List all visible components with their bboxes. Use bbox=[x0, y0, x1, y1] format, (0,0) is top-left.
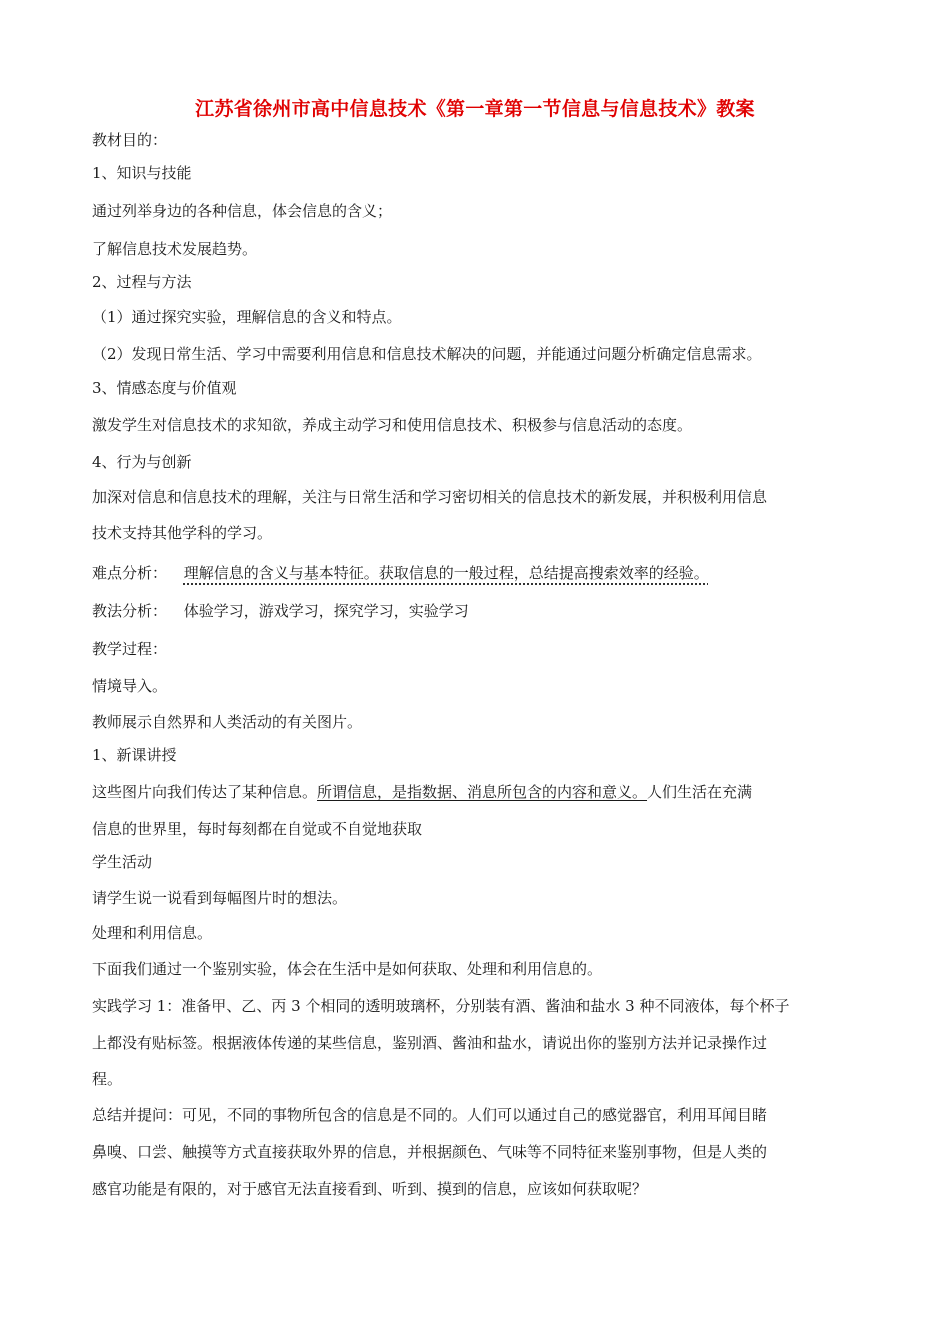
section-new-lesson: 1、新课讲授 bbox=[92, 746, 177, 764]
section-knowledge-skills: 1、知识与技能 bbox=[92, 164, 192, 182]
paragraph: 信息的世界里，每时每刻都在自觉或不自觉地获取 bbox=[92, 820, 423, 838]
paragraph: 下面我们通过一个鉴别实验，体会在生活中是如何获取、处理和利用信息的。 bbox=[92, 960, 603, 978]
objectives-heading: 教材目的： bbox=[92, 131, 168, 149]
paragraph: 总结并提问：可见，不同的事物所包含的信息是不同的。人们可以通过自己的感觉器官，利用耳闻目睹 bbox=[92, 1106, 768, 1124]
paragraph: 激发学生对信息技术的求知欲，养成主动学习和使用信息技术、积极参与信息活动的态度。 bbox=[92, 416, 693, 434]
section-process-method: 2、过程与方法 bbox=[92, 273, 192, 291]
definition-paragraph bbox=[92, 781, 752, 803]
paragraph: 鼻嗅、口尝、触摸等方式直接获取外界的信息，并根据颜色、气味等不同特征来鉴别事物，但是人类的 bbox=[92, 1143, 768, 1161]
information-definition: 所谓信息，是指数据、消息所包含的内容和意义。 bbox=[317, 783, 648, 801]
method-label: 教法分析： bbox=[92, 602, 168, 620]
paragraph: （1）通过探究实验，理解信息的含义和特点。 bbox=[92, 308, 402, 326]
section-behavior-innovation: 4、行为与创新 bbox=[92, 453, 192, 471]
paragraph: 教师展示自然界和人类活动的有关图片。 bbox=[92, 713, 363, 731]
paragraph: 请学生说一说看到每幅图片时的想法。 bbox=[92, 889, 348, 907]
paragraph-text: 这些图片向我们传达了某种信息。 bbox=[92, 783, 318, 801]
paragraph: 程。 bbox=[92, 1070, 123, 1088]
section-attitude-values: 3、情感态度与价值观 bbox=[92, 379, 237, 397]
method-analysis bbox=[92, 600, 469, 622]
paragraph: 技术支持其他学科的学习。 bbox=[92, 524, 273, 542]
paragraph: 上都没有贴标签。根据液体传递的某些信息，鉴别酒、酱油和盐水，请说出你的鉴别方法并记录操作过 bbox=[92, 1034, 768, 1052]
paragraph: 通过列举身边的各种信息，体会信息的含义； bbox=[92, 202, 393, 220]
paragraph: （2）发现日常生活、学习中需要利用信息和信息技术解决的问题，并能通过问题分析确定信息需求。 bbox=[92, 345, 762, 363]
teaching-process-heading: 教学过程： bbox=[92, 640, 168, 658]
paragraph: 处理和利用信息。 bbox=[92, 924, 213, 942]
difficulty-label: 难点分析： bbox=[92, 564, 168, 582]
paragraph-text: 人们生活在充满 bbox=[647, 783, 753, 801]
paragraph: 感官功能是有限的，对于感官无法直接看到、听到、摸到的信息，应该如何获取呢？ bbox=[92, 1180, 648, 1198]
student-activity-heading: 学生活动 bbox=[92, 853, 153, 871]
paragraph: 情境导入。 bbox=[92, 677, 168, 695]
difficulty-analysis bbox=[92, 562, 709, 584]
paragraph: 加深对信息和信息技术的理解，关注与日常生活和学习密切相关的信息技术的新发展，并积极利用信息 bbox=[92, 488, 768, 506]
method-text: 体验学习，游戏学习，探究学习，实验学习 bbox=[183, 602, 469, 620]
document-title: 江苏省徐州市高中信息技术《第一章第一节信息与信息技术》教案 bbox=[195, 98, 755, 120]
difficulty-text: 理解信息的含义与基本特征。获取信息的一般过程，总结提高搜索效率的经验。 bbox=[183, 564, 709, 582]
paragraph: 实践学习 1：准备甲、乙、丙 3 个相同的透明玻璃杯，分别装有酒、酱油和盐水 3 种不同液体，每个杯子 bbox=[92, 997, 790, 1015]
paragraph: 了解信息技术发展趋势。 bbox=[92, 240, 258, 258]
